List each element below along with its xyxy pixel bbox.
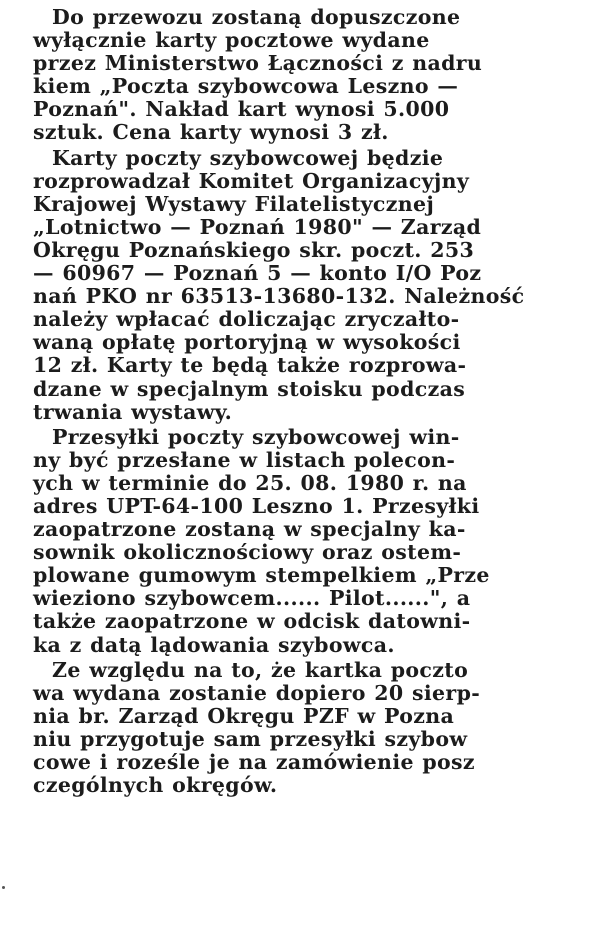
text-line: wa wydana zostanie dopiero 20 sierp-: [33, 680, 481, 705]
text-line: Okręgu Poznańskiego skr. poczt. 253: [33, 237, 475, 262]
text-line: rozprowadzał Komitet Organizacyjny: [33, 168, 470, 193]
text-line: ych w terminie do 25. 08. 1980 r. na: [33, 470, 467, 495]
text-line: przez Ministerstwo Łączności z nadru: [33, 51, 483, 76]
text-line: wyłącznie karty pocztowe wydane: [33, 28, 430, 53]
text-line: Karty poczty szybowcowej będzie: [52, 145, 444, 170]
text-line: waną opłatę portoryjną w wysokości: [33, 330, 461, 355]
text-line: sownik okolicznościowy oraz ostem-: [33, 540, 462, 565]
text-line: 12 zł. Karty te będą także rozprowa-: [33, 353, 467, 378]
text-line: „Lotnictwo — Poznań 1980" — Zarząd: [33, 214, 482, 239]
text-line: Ze względu na to, że kartka poczto: [52, 657, 469, 682]
text-line: niu przygotuje sam przesyłki szybow: [33, 726, 468, 751]
text-line: Poznań". Nakład kart wynosi 5.000: [33, 97, 450, 122]
text-line: — 60967 — Poznań 5 — konto I/O Poz: [33, 261, 482, 286]
text-line: dzane w specjalnym stoisku podczas: [33, 376, 466, 401]
text-line: zaopatrzone zostaną w specjalny ka-: [33, 517, 466, 542]
paragraph-1: [14, 6, 588, 145]
text-line: czególnych okręgów.: [33, 773, 278, 798]
text-line: należy wpłacać doliczając zryczałto-: [33, 307, 460, 332]
text-line: trwania wystawy.: [33, 399, 233, 424]
text-line: plowane gumowym stempelkiem „Prze: [33, 563, 490, 588]
paragraph-4: [14, 659, 588, 798]
text-line: Przesyłki poczty szybowcowej win-: [52, 424, 460, 449]
paragraph-3: [14, 426, 588, 657]
text-line: kiem „Poczta szybowcowa Leszno —: [33, 74, 459, 99]
text-line: także zaopatrzone w odcisk datowni-: [33, 609, 471, 634]
text-line: ny być przesłane w listach polecon-: [33, 447, 456, 472]
text-line: Krajowej Wystawy Filatelistycznej: [33, 191, 435, 216]
text-line: sztuk. Cena karty wynosi 3 zł.: [33, 120, 389, 145]
text-line: adres UPT-64-100 Leszno 1. Przesyłki: [33, 493, 480, 518]
text-line: nań PKO nr 63513-13680-132. Należność: [33, 284, 525, 309]
text-line: cowe i roześle je na zamówienie posz: [33, 750, 475, 774]
newspaper-article: [14, 6, 588, 797]
paragraph-2: [14, 147, 588, 424]
text-line: nia br. Zarząd Okręgu PZF w Pozna: [33, 703, 455, 728]
text-line: ka z datą lądowania szybowca.: [33, 632, 395, 657]
print-speck: [2, 886, 5, 889]
text-line: Do przewozu zostaną dopuszczone: [52, 5, 461, 29]
text-line: wieziono szybowcem...... Pilot......", a: [33, 586, 471, 611]
